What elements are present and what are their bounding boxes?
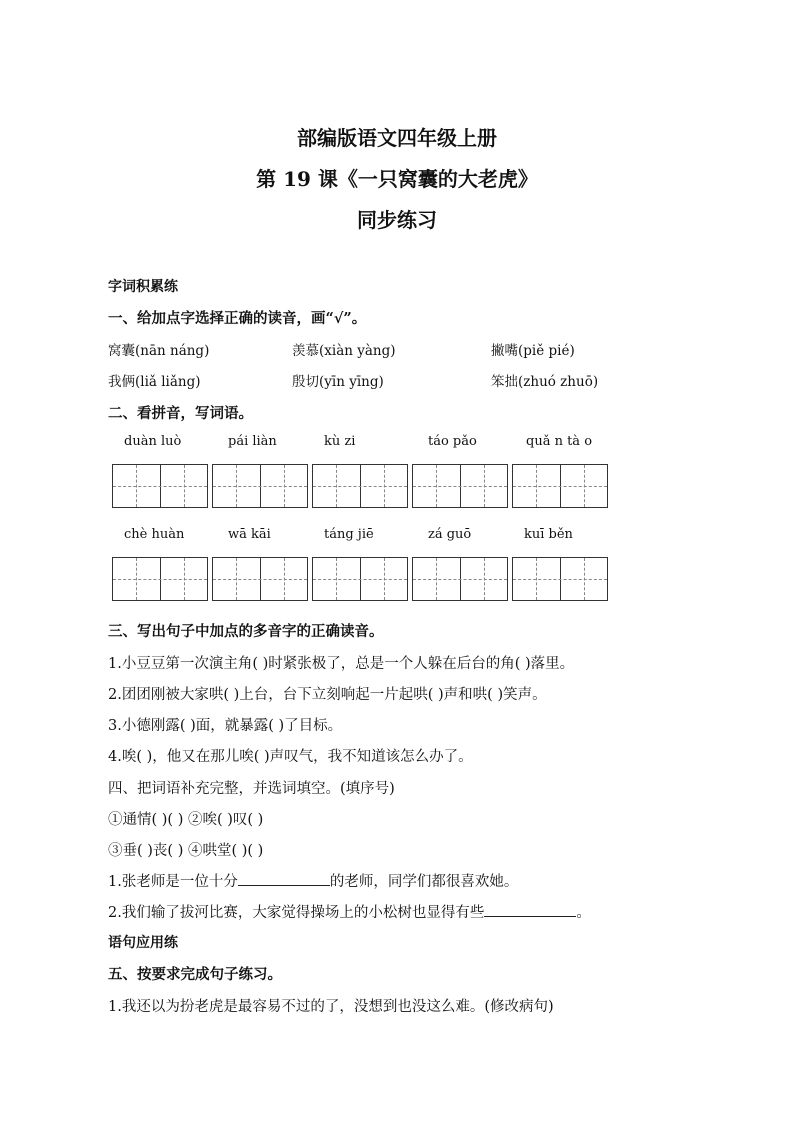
- q1-item: 窝囊(nān náng): [108, 343, 210, 359]
- pinyin-label: kù zi: [324, 434, 356, 449]
- q4-title: 四、把词语补充完整，并选词填空。(填序号): [108, 781, 395, 797]
- answer-blank[interactable]: [484, 902, 576, 917]
- q4-s1-start: 1.张老师是一位十分: [108, 874, 238, 890]
- writing-grid[interactable]: [312, 464, 408, 508]
- q1-item: 殷切(yīn yīng): [292, 374, 384, 390]
- writing-grid[interactable]: [512, 557, 608, 601]
- writing-grid[interactable]: [412, 464, 508, 508]
- q4-fill-sentence: [108, 901, 591, 922]
- q4-idiom-row: ①通情( )( ) ②唉( )叹( ): [108, 812, 264, 828]
- q1-item: 我俩(liǎ liǎng): [108, 374, 201, 390]
- section-word-accumulation: 字词积累练: [108, 279, 178, 295]
- pinyin-label: táo pǎo: [428, 434, 477, 449]
- q1-item: 撇嘴(piě pié): [491, 343, 575, 359]
- q5-title: 五、按要求完成句子练习。: [108, 966, 282, 983]
- q4-s2-end: 。: [576, 905, 591, 921]
- q2-title: 二、看拼音，写词语。: [108, 405, 253, 422]
- writing-grid[interactable]: [512, 464, 608, 508]
- writing-grid[interactable]: [312, 557, 408, 601]
- q5-sentence: 1.我还以为扮老虎是最容易不过的了，没想到也没这么难。(修改病句): [108, 999, 554, 1015]
- q3-sentence: 4.唉( )，他又在那儿唉( )声叹气，我不知道该怎么办了。: [108, 749, 473, 765]
- pinyin-label: zá guō: [428, 527, 472, 542]
- q3-sentence: 2.团团刚被大家哄( )上台，台下立刻响起一片起哄( )声和哄( )笑声。: [108, 687, 547, 703]
- q3-sentence: 3.小德刚露( )面，就暴露( )了目标。: [108, 718, 343, 734]
- q4-s1-end: 的老师，同学们都很喜欢她。: [329, 874, 519, 890]
- q4-fill-sentence: [108, 870, 518, 891]
- q1-item: 笨拙(zhuó zhuō): [491, 374, 599, 390]
- title-lesson: 第 19 课《一只窝囊的大老虎》: [256, 167, 538, 191]
- section-sentence-practice: 语句应用练: [108, 935, 178, 951]
- pinyin-label: kuī běn: [524, 527, 573, 542]
- pinyin-label: pái liàn: [228, 434, 277, 449]
- q1-title: 一、给加点字选择正确的读音，画“√”。: [108, 310, 367, 327]
- pinyin-label: quǎ n tà o: [526, 434, 593, 449]
- q4-idiom-row: ③垂( )丧( ) ④哄堂( )( ): [108, 843, 264, 859]
- q3-title: 三、写出句子中加点的多音字的正确读音。: [108, 623, 384, 640]
- title-practice: 同步练习: [357, 208, 437, 232]
- writing-grid[interactable]: [212, 464, 308, 508]
- q3-sentence: 1.小豆豆第一次演主角( )时紧张极了，总是一个人躲在后台的角( )落里。: [108, 656, 575, 672]
- q1-item: 羡慕(xiàn yàng): [292, 343, 396, 359]
- pinyin-label: duàn luò: [124, 434, 182, 449]
- pinyin-label: chè huàn: [124, 527, 185, 542]
- q4-s2-start: 2.我们输了拔河比赛，大家觉得操场上的小松树也显得有些: [108, 905, 485, 921]
- writing-grid[interactable]: [212, 557, 308, 601]
- pinyin-label: táng jiē: [324, 527, 374, 542]
- pinyin-label: wā kāi: [228, 527, 271, 542]
- writing-grid[interactable]: [112, 464, 208, 508]
- writing-grid[interactable]: [112, 557, 208, 601]
- writing-grid[interactable]: [412, 557, 508, 601]
- answer-blank[interactable]: [238, 871, 330, 886]
- title-grade: 部编版语文四年级上册: [297, 126, 497, 150]
